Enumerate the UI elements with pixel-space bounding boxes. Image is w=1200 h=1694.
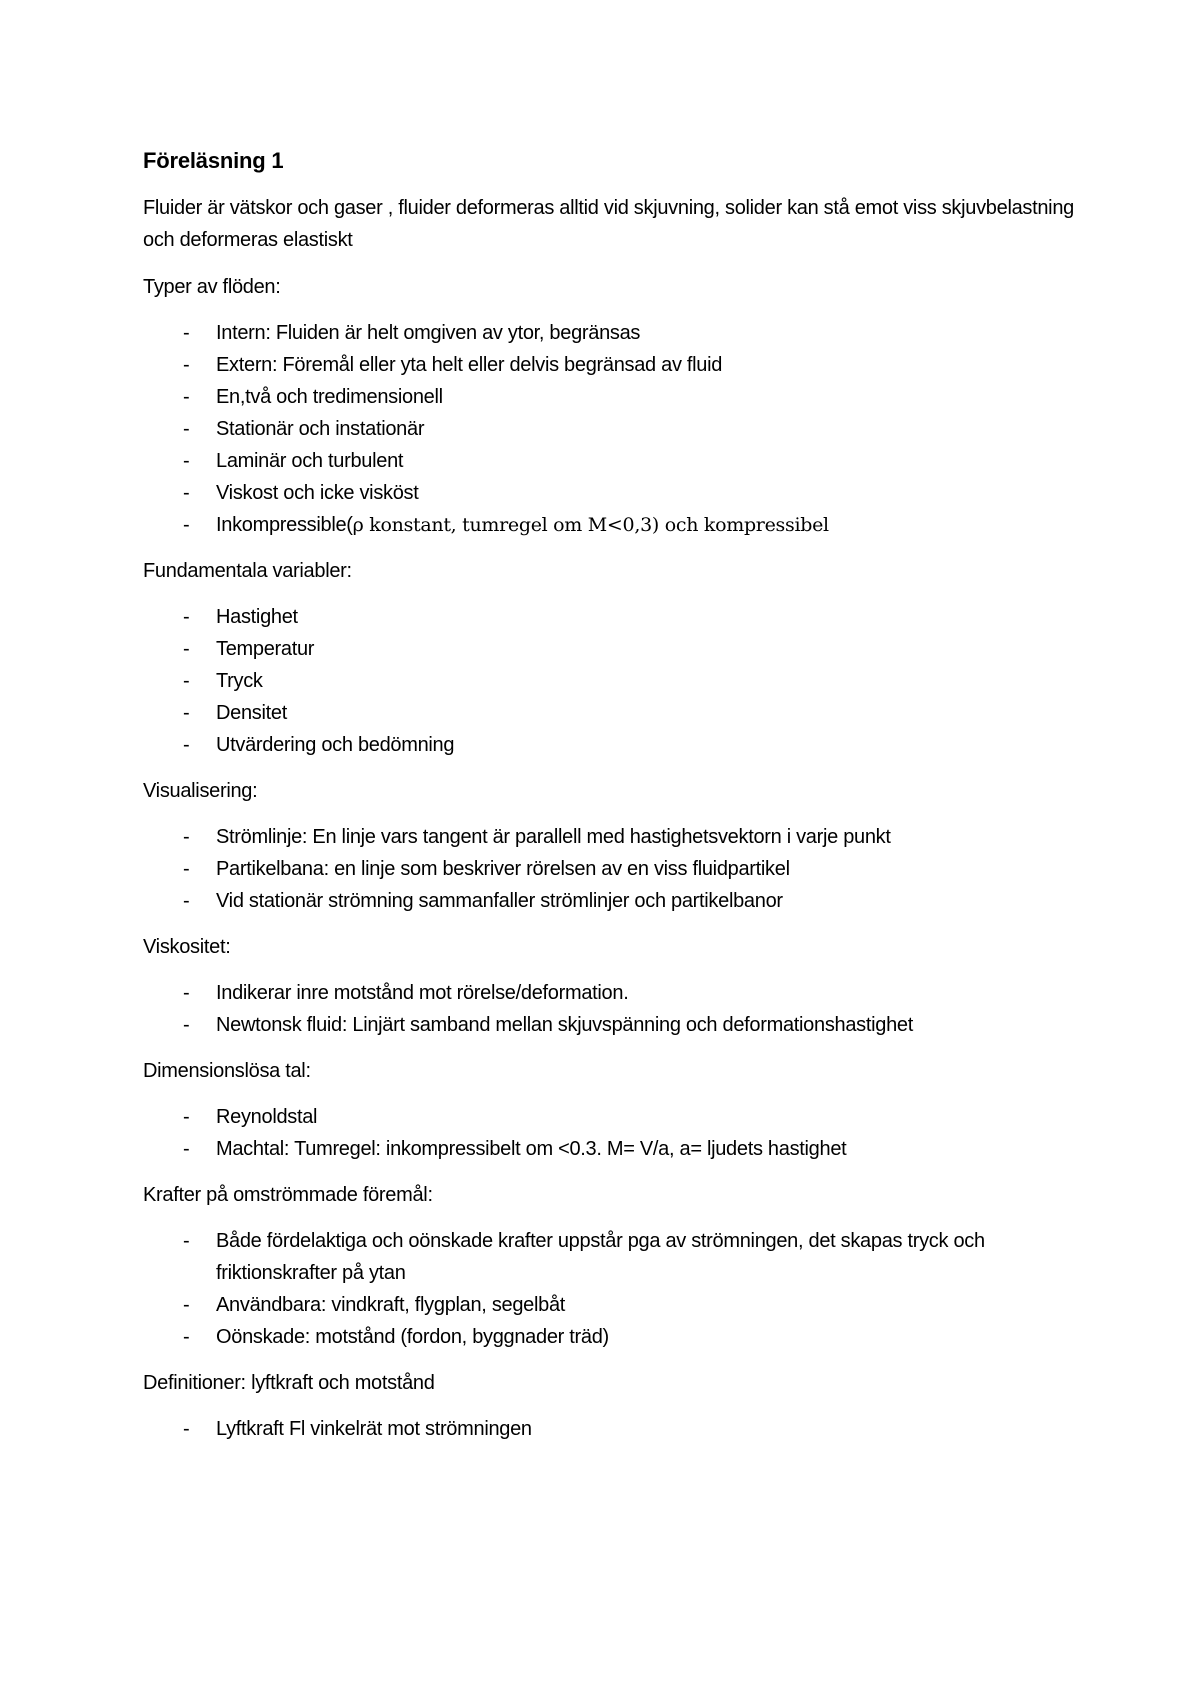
list-item: - Intern: Fluiden är helt omgiven av ytor, begränsas <box>143 317 1083 349</box>
list-item: - Indikerar inre motstånd mot rörelse/deformation. <box>143 977 1083 1009</box>
flow-types-list <box>143 317 1083 541</box>
list-item: - Machtal: Tumregel: inkompressibelt om <0.3. M= V/a, a= ljudets hastighet <box>143 1133 1083 1165</box>
definitions-heading: Definitioner: lyftkraft och motstånd <box>143 1372 435 1394</box>
list-item: - Densitet <box>143 697 1083 729</box>
flow-types-heading: Typer av flöden: <box>143 276 281 298</box>
forces-heading: Krafter på omströmmade föremål: <box>143 1184 433 1206</box>
dimensionless-heading: Dimensionslösa tal: <box>143 1060 311 1082</box>
list-item: - Utvärdering och bedömning <box>143 729 1083 761</box>
compressibility-prefix: Inkompressible( <box>216 514 353 536</box>
list-item: - Laminär och turbulent <box>143 445 1083 477</box>
fundamental-variables-list <box>143 601 1083 761</box>
viscosity-list <box>143 977 1083 1041</box>
document-title: Föreläsning 1 <box>143 148 284 173</box>
list-item: - Newtonsk fluid: Linjärt samband mellan skjuvspänning och deformationshastighet <box>143 1009 1083 1041</box>
list-item: - Strömlinje: En linje vars tangent är parallell med hastighetsvektorn i varje punkt <box>143 821 1083 853</box>
list-item: - Tryck <box>143 665 1083 697</box>
list-item: - Reynoldstal <box>143 1101 1083 1133</box>
intro-paragraph: Fluider är vätskor och gaser , fluider deformeras alltid vid skjuvning, solider kan stå emot viss skjuvbelastning och deformeras elastiskt <box>143 197 1074 251</box>
list-item: - Både fördelaktiga och oönskade krafter uppstår pga av strömningen, det skapas tryck och friktionskrafter på ytan <box>143 1225 1083 1289</box>
list-item: - Stationär och instationär <box>143 413 1083 445</box>
visualization-list <box>143 821 1083 917</box>
forces-list <box>143 1225 1083 1353</box>
fundamental-variables-heading: Fundamentala variabler: <box>143 560 352 582</box>
list-item: - Hastighet <box>143 601 1083 633</box>
list-item-compressibility <box>143 509 1083 541</box>
list-item: - Partikelbana: en linje som beskriver rörelsen av en viss fluidpartikel <box>143 853 1083 885</box>
list-item: - Oönskade: motstånd (fordon, byggnader träd) <box>143 1321 1083 1353</box>
definitions-list <box>143 1413 1083 1445</box>
visualization-heading: Visualisering: <box>143 780 258 802</box>
document-page <box>143 146 1083 1459</box>
compressibility-math: ρ konstant, tumregel om M<0,3) <box>352 514 659 536</box>
dimensionless-list <box>143 1101 1083 1165</box>
list-item: - Temperatur <box>143 633 1083 665</box>
list-item: - Extern: Föremål eller yta helt eller delvis begränsad av fluid <box>143 349 1083 381</box>
list-item: - Vid stationär strömning sammanfaller strömlinjer och partikelbanor <box>143 885 1083 917</box>
list-item: - Lyftkraft Fl vinkelrät mot strömningen <box>143 1413 1083 1445</box>
viscosity-heading: Viskositet: <box>143 936 231 958</box>
list-item: - Användbara: vindkraft, flygplan, segelbåt <box>143 1289 1083 1321</box>
compressibility-suffix: och kompressibel <box>658 514 829 536</box>
list-item: - Viskost och icke visköst <box>143 477 1083 509</box>
list-item: - En,två och tredimensionell <box>143 381 1083 413</box>
